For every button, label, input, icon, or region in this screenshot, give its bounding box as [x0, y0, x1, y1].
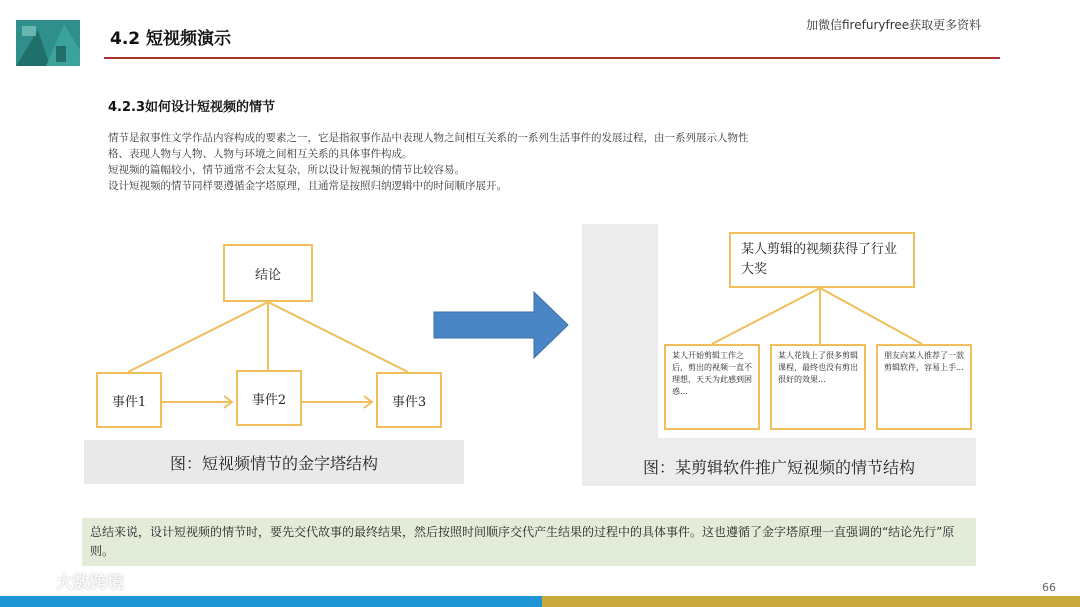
event-box-1	[96, 372, 162, 428]
event-label: 事件1	[111, 394, 147, 410]
page-title: 4.2 短视频演示	[110, 29, 232, 49]
story-label: 某人花钱上了很多剪辑课程，最终也没有剪出很好的效果...	[778, 351, 858, 384]
event-label: 事件2	[251, 392, 287, 408]
right-diagram-caption	[582, 446, 976, 486]
award-label: 某人剪辑的视频获得了行业大奖	[741, 242, 898, 277]
conclusion-box	[223, 244, 313, 302]
right-tree-lines	[712, 288, 922, 344]
footer-bar-blue	[0, 596, 542, 607]
summary-text: 总结来说，设计短视频的情节时，要先交代故事的最终结果，然后按照时间顺序交代产生结果的过程中的具体事件。这也遵循了金字塔原理一直强调的“结论先行”原则。	[90, 525, 955, 558]
section-heading: 4.2.3如何设计短视频的情节	[108, 100, 276, 115]
summary-box	[82, 518, 976, 566]
left-pyramid-lines	[128, 302, 408, 372]
left-caption-text: 图：短视频情节的金字塔结构	[169, 453, 378, 473]
event-box-2	[236, 370, 302, 426]
story-box-2	[770, 344, 866, 430]
watermark	[10, 568, 124, 593]
event-box-3	[376, 372, 442, 428]
story-box-1	[664, 344, 760, 430]
intro-paragraph: 设计短视频的情节同样要遵循金字塔原理，且通常是按照归纳逻辑中的时间顺序展开。	[108, 180, 507, 192]
page-number: 66	[1042, 581, 1056, 594]
story-box-3	[876, 344, 972, 430]
header-note: 加微信firefuryfree获取更多资料	[806, 18, 982, 32]
story-label: 朋友向某人推荐了一款剪辑软件，容易上手...	[884, 351, 964, 372]
intro-paragraph: 短视频的篇幅较小，情节通常不会太复杂，所以设计短视频的情节比较容易。	[108, 164, 465, 176]
left-diagram-caption	[84, 440, 464, 484]
award-box	[729, 232, 915, 288]
right-caption-text: 图：某剪辑软件推广短视频的情节结构	[642, 457, 915, 477]
conclusion-label: 结论	[254, 267, 281, 283]
intro-paragraph: 格、表现人物与人物、人物与环境之间相互关系的具体事件构成。	[108, 148, 413, 160]
event-label: 事件3	[391, 394, 427, 410]
right-panel-background	[582, 224, 658, 438]
watermark-logo-icon	[10, 571, 50, 591]
transition-arrow-icon	[434, 292, 568, 358]
watermark-text: 大数跨境	[56, 573, 124, 593]
intro-paragraph: 情节是叙事性文学作品内容构成的要素之一，它是指叙事作品中表现人物之间相互关系的一系列生活事件的发展过程，由一系列展示人物性	[108, 132, 749, 144]
story-label: 某人开始剪辑工作之后，剪出的视频一直不理想，天天为此感到困惑...	[672, 351, 752, 396]
footer-bar-gold	[542, 596, 1080, 607]
